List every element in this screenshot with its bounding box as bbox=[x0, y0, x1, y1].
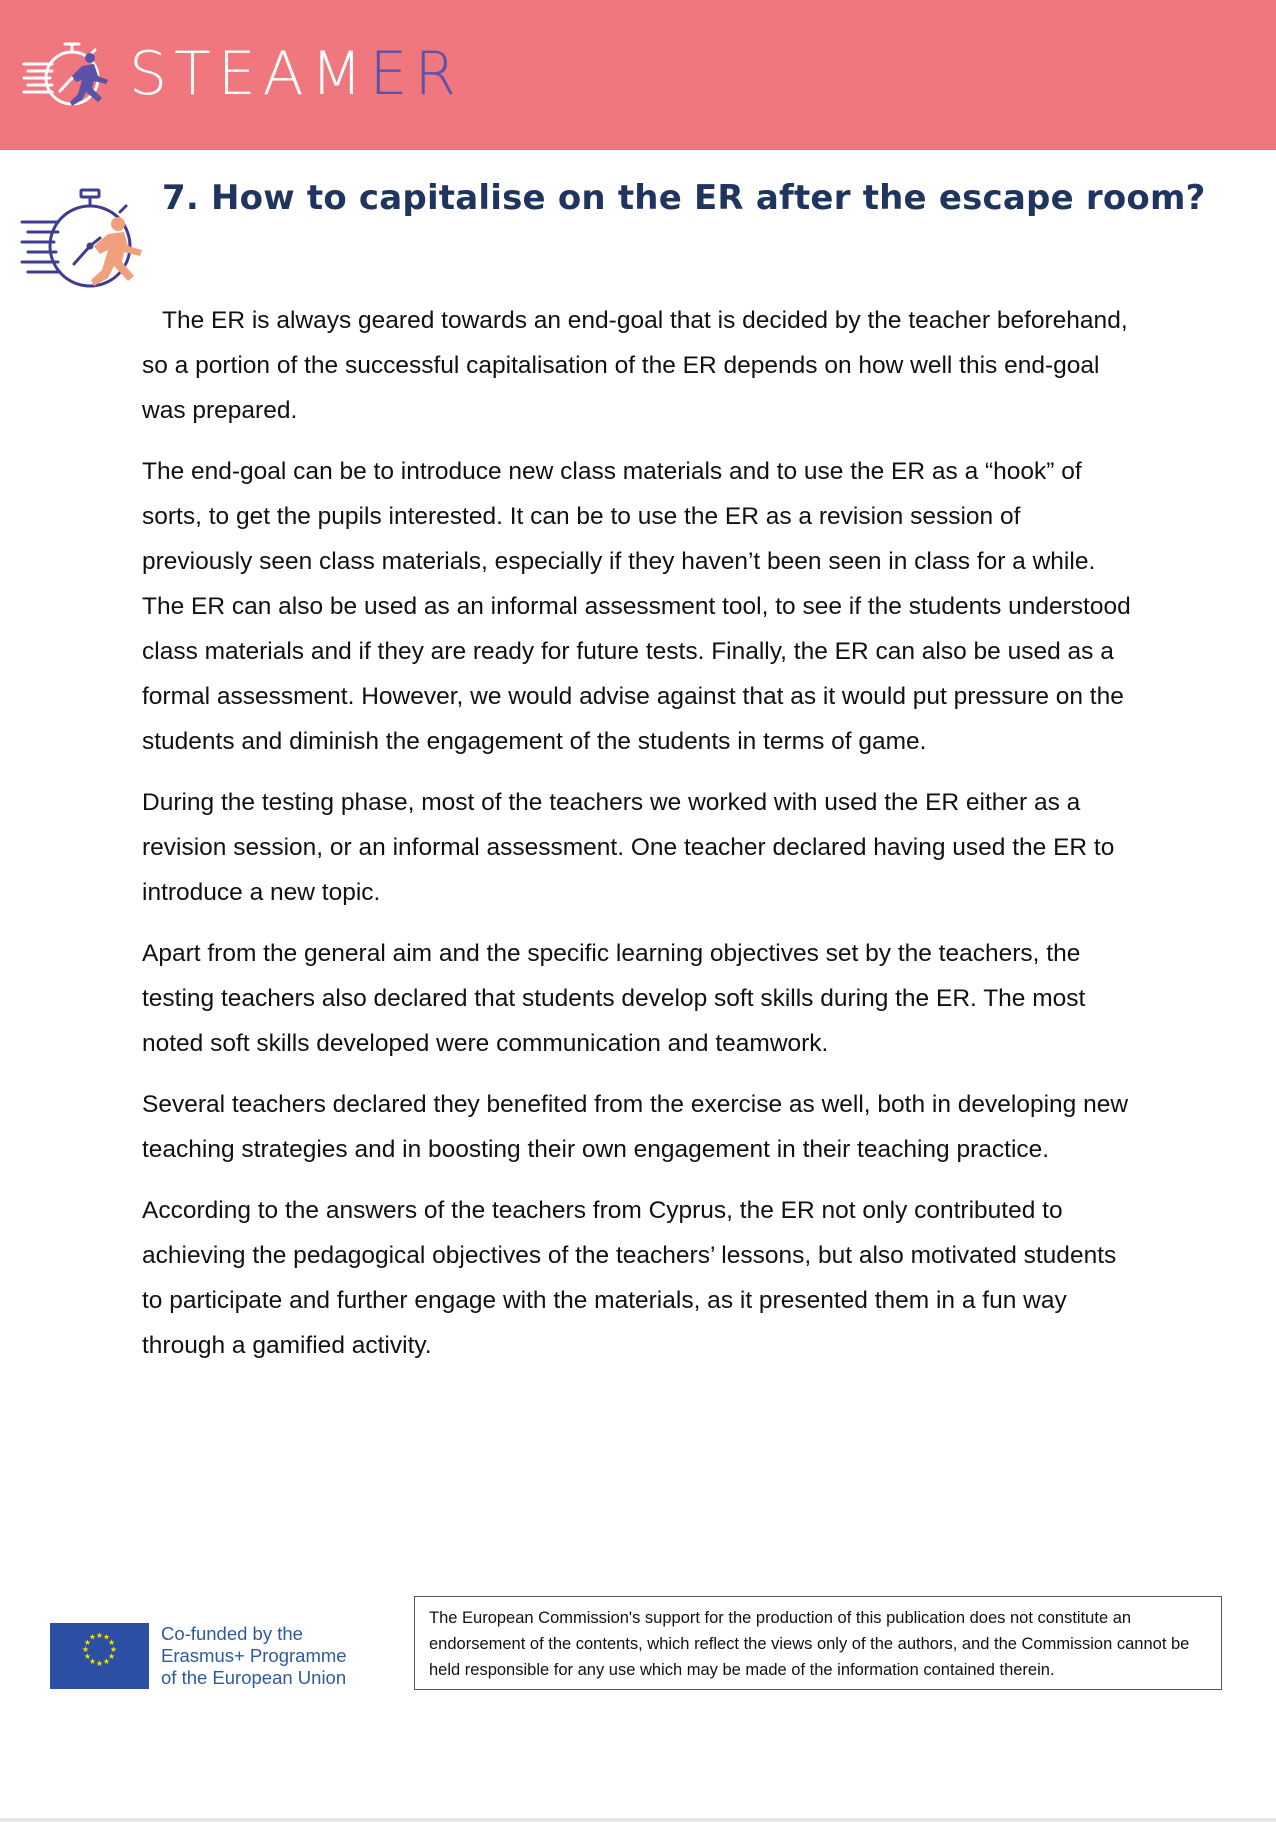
paragraph-4: Apart from the general aim and the specific learning objectives set by the teachers, the testing teachers also declared that students develop soft skills during the ER. The most noted soft skills developed were communication and teamwork. bbox=[142, 940, 1086, 1057]
eu-text-line-2: Erasmus+ Programme bbox=[161, 1645, 347, 1666]
svg-text:★: ★ bbox=[102, 1632, 111, 1642]
svg-text:★: ★ bbox=[95, 1658, 104, 1668]
paragraph-5: Several teachers declared they benefited from the exercise as well, both in developing new teaching strategies and in boosting their own engagement in their teaching practice. bbox=[142, 1091, 1129, 1163]
svg-text:★: ★ bbox=[102, 1656, 111, 1666]
svg-text:★: ★ bbox=[83, 1637, 91, 1647]
header-band bbox=[0, 0, 1276, 150]
eu-flag-icon bbox=[50, 1623, 149, 1689]
svg-text:★: ★ bbox=[81, 1644, 90, 1654]
paragraph-2: The end-goal can be to introduce new class materials and to use the ER as a “hook” of sorts, to get the pupils interested. It can be to use the ER as a revision session of previously seen class materials, especially if they haven’t been seen in class for a while. The ER can also be used as an informal assessment tool, to see if the students understood class materials and if they are ready for future tests. Finally, the ER can also be used as a formal assessment. However, we would advise against that as it would put pressure on the students and diminish the engagement of the students in terms of game. bbox=[142, 458, 1131, 755]
page-bottom-edge bbox=[0, 1818, 1276, 1822]
stopwatch-runner-icon bbox=[18, 186, 146, 298]
svg-text:★: ★ bbox=[88, 1632, 97, 1642]
svg-text:★: ★ bbox=[108, 1651, 116, 1661]
logo-text-main: STEAM bbox=[129, 39, 370, 109]
body-text bbox=[142, 298, 1137, 1384]
eu-text-line-1: Co-funded by the bbox=[161, 1623, 303, 1644]
svg-text:★: ★ bbox=[109, 1644, 118, 1654]
svg-text:★: ★ bbox=[88, 1656, 97, 1666]
eu-text-line-3: of the European Union bbox=[161, 1667, 347, 1688]
paragraph-3: During the testing phase, most of the teachers we worked with used the ER either as a revision session, or an informal assessment. One teacher declared having used the ER to introduce a new topic. bbox=[142, 789, 1115, 906]
disclaimer-box: The European Commission's support for the production of this publication does not constitute an endorsement of the contents, which reflect the views only of the authors, and the Commission cannot be held responsible for any use which may be made of the information contained therein. bbox=[414, 1596, 1222, 1690]
steamer-logo bbox=[22, 36, 463, 112]
logo-wordmark bbox=[129, 39, 464, 109]
logo-text-accent: ER bbox=[369, 39, 464, 109]
stopwatch-runner-logo-icon bbox=[22, 36, 117, 112]
svg-text:★: ★ bbox=[83, 1651, 91, 1661]
paragraph-1: The ER is always geared towards an end-goal that is decided by the teacher beforehand, so a portion of the successful capitalisation of the ER depends on how well this end-goal was prepared. bbox=[142, 307, 1128, 424]
paragraph-6: According to the answers of the teachers from Cyprus, the ER not only contributed to achieving the pedagogical objectives of the teachers’ lessons, but also motivated students to participate and further engage with the materials, as it presented them in a fun way through a gamified activity. bbox=[142, 1197, 1117, 1359]
eu-funding-block bbox=[50, 1623, 347, 1689]
svg-text:★: ★ bbox=[108, 1637, 116, 1647]
eu-funding-text bbox=[161, 1623, 347, 1689]
svg-text:★: ★ bbox=[95, 1630, 104, 1640]
section-title: 7. How to capitalise on the ER after the escape room? bbox=[162, 178, 1206, 218]
